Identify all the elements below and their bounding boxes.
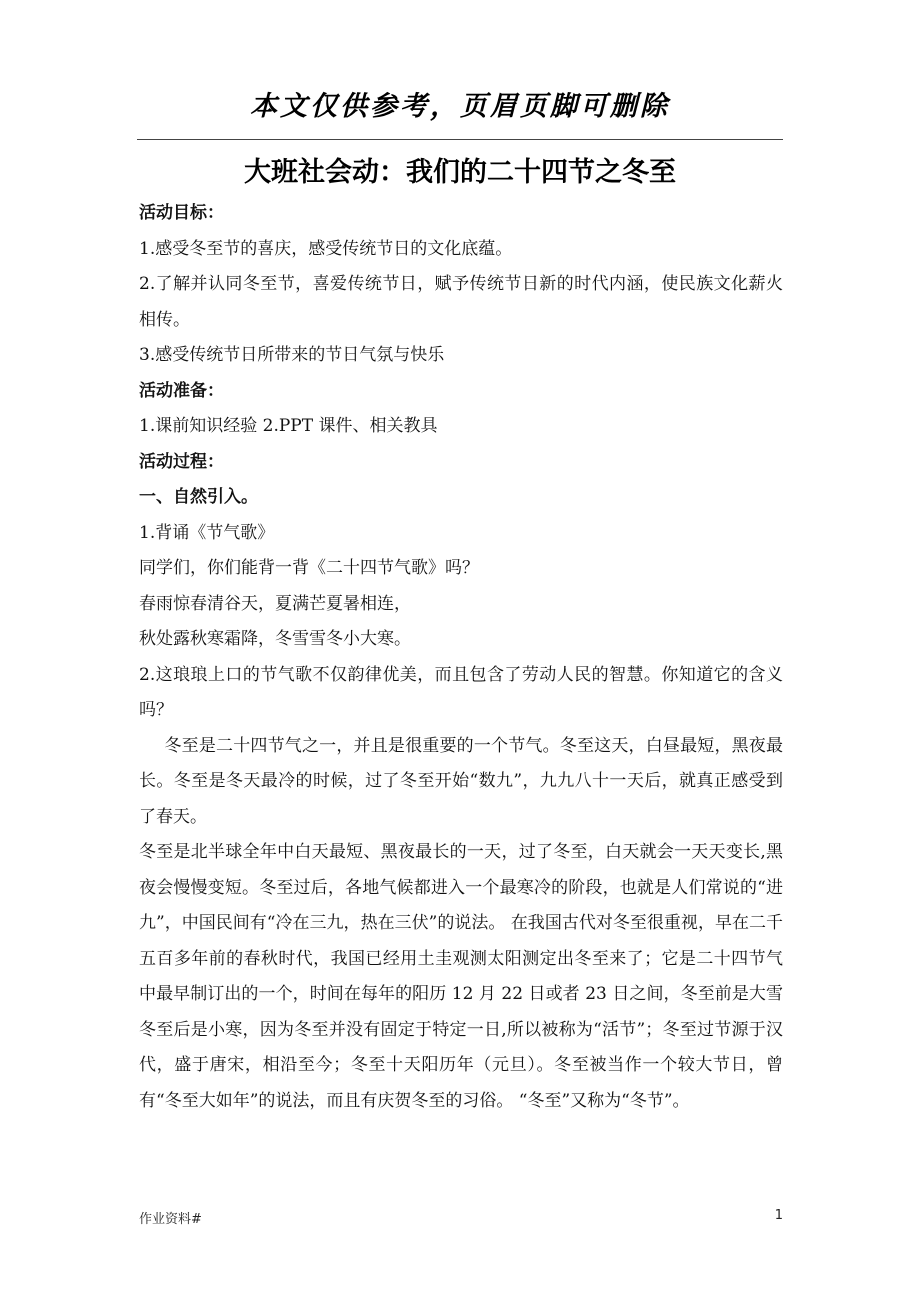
- goal-2: 2.了解并认同冬至节，喜爱传统节日，赋予传统节日新的时代内涵，使民族文化薪火相传。: [139, 274, 783, 330]
- paragraph-2: 冬至是北半球全年中白天最短、黑夜最长的一天，过了冬至，白天就会一天天变长,黑夜会慢慢变短。冬至过后，各地气候都进入一个最寒冷的阶段，也就是人们常说的“进九”，中国民间有“冷在三九，热在三伏”的说法。 在我国古代对冬至很重视，早在二千五百多年前的春秋时代，我国已经用土圭观测太阳测定出冬至来了；它是二十四节气中最早制订出的一个，时间在每年的阳历 12 月 22 日或者 23 日之间，冬至前是大雪 冬至后是小寒，因为冬至并没有固定于特定一日,所以被称为“活节”；冬至过节源于汉代，盛于唐宋，相沿至今；冬至十天阳历年（元旦）。冬至被当作一个较大节日，曾有“冬至大如年”的说法，而且有庆贺冬至的习俗。 “冬至”又称为“冬节”。: [139, 842, 783, 1111]
- page-number: 1: [774, 1208, 783, 1223]
- document-body: [139, 196, 783, 1119]
- prep-1: 1.课前知识经验 2.PPT 课件、相关教具: [139, 416, 438, 436]
- step-2: 2.这琅琅上口的节气歌不仅韵律优美，而且包含了劳动人民的智慧。你知道它的含义吗？: [139, 664, 783, 720]
- paragraph-1: 冬至是二十四节气之一，并且是很重要的一个节气。冬至这天，白昼最短，黑夜最长。冬至是冬天最冷的时候，过了冬至开始“数九”，九九八十一天后，就真正感受到了春天。: [139, 735, 783, 827]
- section-1-heading: 一、自然引入。: [139, 487, 258, 507]
- poem-line-1: 春雨惊春清谷天，夏满芒夏暑相连，: [139, 593, 411, 614]
- header-note: 本文仅供参考，页眉页脚可删除: [250, 91, 670, 122]
- question: 同学们，你们能背一背《二十四节气歌》吗？: [139, 558, 479, 578]
- poem-line-2: 秋处露秋寒霜降，冬雪雪冬小大寒。: [139, 629, 411, 649]
- step-1: 1.背诵《节气歌》: [139, 522, 275, 543]
- goals-heading: 活动目标：: [139, 203, 224, 223]
- footer-label: 作业资料#: [139, 1212, 202, 1227]
- header-rule: [137, 139, 783, 140]
- goal-3: 3.感受传统节日所带来的节日气氛与快乐: [139, 345, 445, 365]
- prep-heading: 活动准备：: [139, 380, 224, 401]
- process-heading: 活动过程：: [139, 451, 224, 472]
- goal-1: 1.感受冬至节的喜庆，感受传统节日的文化底蕴。: [139, 238, 513, 259]
- page-title: 大班社会动：我们的二十四节之冬至: [244, 157, 676, 188]
